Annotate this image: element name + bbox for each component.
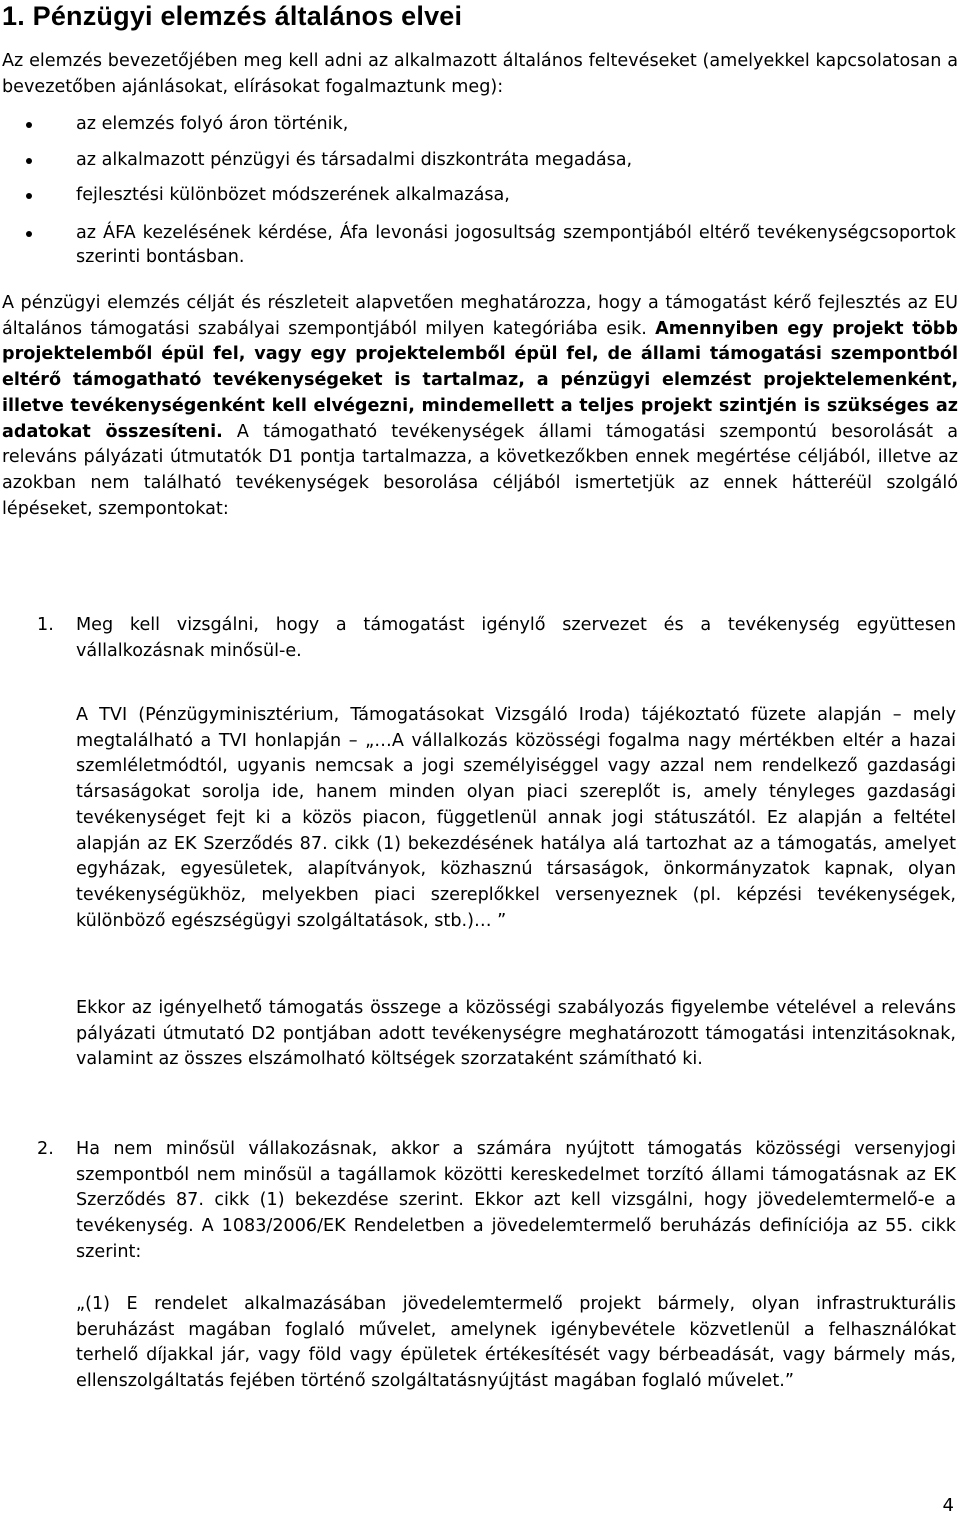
bullet-icon bbox=[26, 158, 32, 164]
list-item: az elemzés folyó áron történik, bbox=[0, 112, 956, 137]
list-item: az alkalmazott pénzügyi és társadalmi diszkontráta megadása, bbox=[0, 148, 956, 173]
paragraph-lead: A pénzügyi elemzés célját és részleteit alapvetően meghatározza, hogy a támogatást kérő fejlesztés az EU általános támogatási szabályai szempontjából milyen kategóriába esik. bbox=[2, 293, 958, 339]
paragraph-tail: A támogatható tevékenységek állami támogatási szempontú besorolását a releváns pályázati útmutatók D1 pontja tartalmazza, a következőkben ennek megértése céljából, illetve az azokban nem található tevékenységek besorolása céljából ismertetjük az ennek hátteréül szolgáló lépéseket, szempontokat: bbox=[2, 421, 958, 519]
page-number: 4 bbox=[942, 1495, 954, 1516]
item-number: 2. bbox=[37, 1139, 54, 1159]
regulation-quote: „(1) E rendelet alkalmazásában jövedelemtermelő projekt bármely, olyan infrastrukturális beruházást magában foglaló művelet, amelynek igénybevétele közvetlenül a felhasználókat terhelő díjakkal jár, vagy föld vagy épületek értékesítését vagy bérbeadását, vagy bármely más, ellenszolgáltatás fejében történő szolgáltatásnyújtást magában foglaló művelet.” bbox=[76, 1294, 956, 1392]
list-item: az ÁFA kezelésének kérdése, Áfa levonási jogosultság szempontjából eltérő tevékenységcsoportok szerinti bontásban. bbox=[0, 221, 956, 270]
assumption-list bbox=[0, 112, 960, 279]
intro-paragraph: Az elemzés bevezetőjében meg kell adni az alkalmazott általános feltevéseket (amelyekkel kapcsolatosan a bevezetőben ajánlásokat, elírásokat fogalmaztunk meg): bbox=[2, 51, 958, 97]
followup-paragraph: Ekkor az igényelhető támogatás összege a közösségi szabályozás figyelembe vételével a releváns pályázati útmutató D2 pontjában adott tevékenységre meghatározott támogatási intenzitásoknak, valamint az összes elszámolható költségek szorzataként számítható ki. bbox=[76, 998, 956, 1070]
section-heading: 1. Pénzügyi elemzés általános elvei bbox=[2, 1, 463, 31]
bullet-icon bbox=[26, 231, 32, 237]
bullet-icon bbox=[26, 122, 32, 128]
analysis-paragraph bbox=[2, 291, 958, 522]
item-number: 1. bbox=[37, 615, 54, 635]
bold-emphasis: Amennyiben egy projekt több projektelemből épül fel, vagy egy projektelemből épül fel, de állami támogatási szempontból eltérő támogatható tevékenységeket is tartalmaz, a pénzügyi elemzést projektelemenként, illetve tevékenységenként kell elvégezni, mindemellett a teljes projekt szintjén is szükséges az adatokat összesíteni. bbox=[2, 318, 958, 442]
item-text: Meg kell vizsgálni, hogy a támogatást igénylő szervezet és a tevékenység együttesen vállalkozásnak minősül-e. bbox=[76, 615, 956, 661]
item-text: Ha nem minősül vállakozásnak, akkor a számára nyújtott támogatás közösségi versenyjogi szempontból nem minősül a tagállamok közötti kereskedelmet torzító állami támogatásnak az EK Szerződés 87. cikk (1) bekezdése szerint. Ekkor azt kell vizsgálni, hogy jövedelemtermelő-e a tevékenység. A 1083/2006/EK Rendeletben a jövedelemtermelő beruházás definíciója az 55. cikk szerint: bbox=[76, 1139, 956, 1262]
bullet-icon bbox=[26, 193, 32, 199]
tvi-quote-paragraph: A TVI (Pénzügyminisztérium, Támogatásokat Vizsgáló Iroda) tájékoztató füzete alapján – mely megtalálható a TVI honlapján – „…A vállalkozás közösségi fogalma nagy mértékben eltér a hazai szemléletmódtól, ugyanis nemcsak a jogi személyiséggel vagy azzal nem rendelkező gazdasági társaságokat sorolja ide, hanem minden olyan piaci szereplőt is, amely tényleges gazdasági tevékenységet fejt ki a közös piacon, függetlenül annak jogi státuszától. Ez alapján a feltétel alapján az EK Szerződés 87. cikk (1) bekezdésének hatálya alá tartozhat az a támogatás, amelyet egyházak, egyesületek, alapítványok, közhasznú társaságok, önkormányzatok kapnak, olyan tevékenységükhöz, melyekben piaci szereplőkkel versenyeznek (pl. képzési tevékenységek, különböző egészségügyi szolgáltatások, stb.)… ” bbox=[76, 705, 956, 931]
list-item: fejlesztési különbözet módszerének alkalmazása, bbox=[0, 183, 956, 208]
